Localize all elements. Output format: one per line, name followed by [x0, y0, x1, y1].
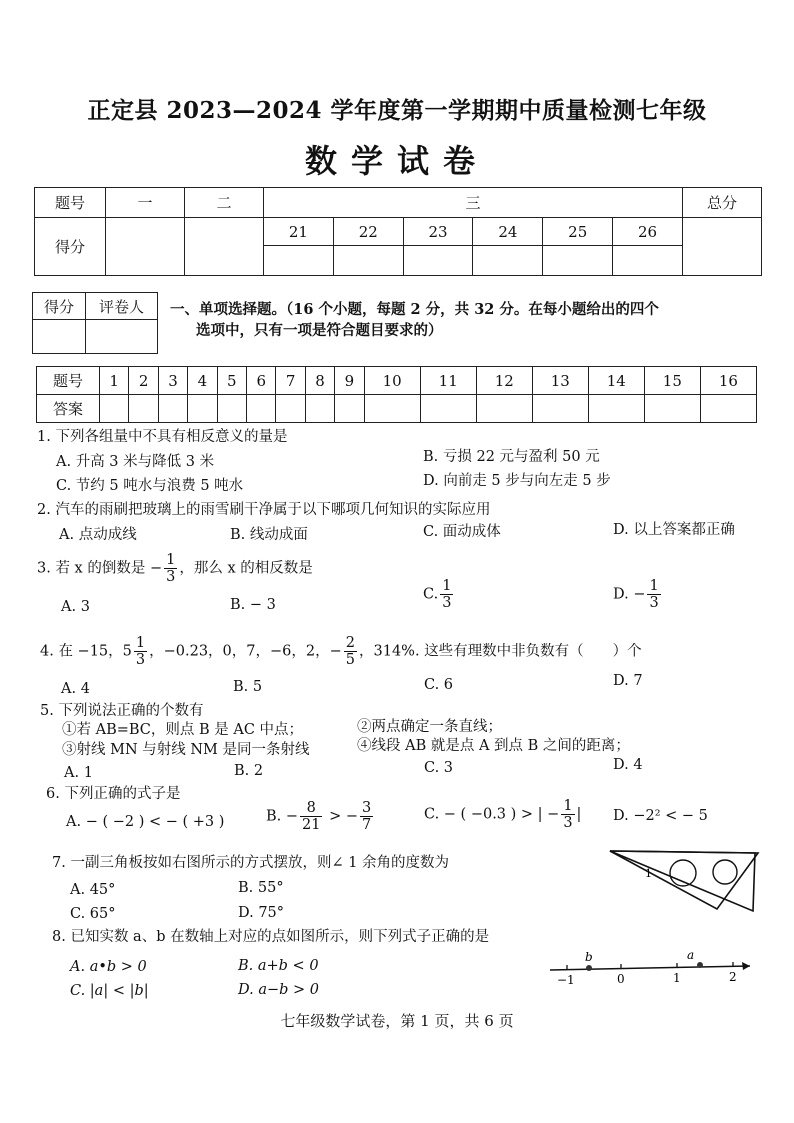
score-cell-total[interactable]: [683, 218, 762, 276]
score-sub: 25: [543, 218, 613, 246]
answer-cell[interactable]: [532, 395, 588, 423]
q5-statement-4: ④线段 AB 就是点 A 到点 B 之间的距离；: [357, 738, 630, 754]
number-line-figure: [545, 948, 760, 988]
q3-option-a: A. 3: [61, 599, 90, 615]
answer-cell[interactable]: [305, 395, 334, 423]
answer-cell[interactable]: [276, 395, 305, 423]
score-sub: 23: [403, 218, 473, 246]
grader-score-label: 得分: [33, 293, 86, 320]
grader-name-cell[interactable]: [86, 320, 158, 354]
q5-stem: 5. 下列说法正确的个数有: [40, 703, 204, 719]
answer-number: 14: [588, 367, 644, 395]
q5-option-a: A. 1: [64, 765, 93, 781]
q1-option-c: C. 节约 5 吨水与浪费 5 吨水: [56, 478, 244, 494]
answer-number: 13: [532, 367, 588, 395]
answer-number: 8: [305, 367, 334, 395]
q4-stem: 4. 在 −15，5 $\frac{1}{3}$ ，−0.23，0，7，−6，2，− $\frac{2}{5}$ ，314%. 这些有理数中非负数有（ ）个: [40, 635, 642, 668]
q5-option-c: C. 3: [424, 760, 454, 776]
answer-cell[interactable]: [420, 395, 476, 423]
answer-cell[interactable]: [217, 395, 246, 423]
answer-number: 16: [700, 367, 756, 395]
answer-number: 4: [188, 367, 217, 395]
q5-option-b: B. 2: [234, 763, 264, 779]
grader-name-label: 评卷人: [86, 293, 158, 320]
angle-1-label: 1: [645, 867, 652, 880]
answer-cell[interactable]: [476, 395, 532, 423]
answer-cell[interactable]: [700, 395, 756, 423]
answer-number: 5: [217, 367, 246, 395]
q5-statement-3: ③射线 MN 与射线 NM 是同一条射线: [62, 742, 310, 758]
q8-option-d: D. a−b > 0: [238, 982, 319, 998]
answer-table: [36, 366, 757, 423]
q7-option-b: B. 55°: [238, 880, 284, 896]
score-total: 总分: [683, 188, 762, 218]
triangle-ruler-figure: [605, 845, 765, 917]
q6-option-d: D. −2² < − 5: [613, 808, 708, 824]
score-sub: 21: [264, 218, 334, 246]
answer-number: 6: [247, 367, 276, 395]
answer-number: 15: [644, 367, 700, 395]
q1-option-a: A. 升高 3 米与降低 3 米: [56, 454, 215, 470]
q8-option-a: A. a•b > 0: [70, 959, 147, 975]
answer-number: 11: [420, 367, 476, 395]
answer-number: 3: [158, 367, 187, 395]
tick-label: 1: [673, 971, 681, 985]
q6-option-a: A. − ( −2 ) < − ( +3 ): [66, 814, 225, 830]
score-cell[interactable]: [543, 246, 613, 276]
answer-cell[interactable]: [335, 395, 364, 423]
q3-option-c: C. $\frac{1}{3}$: [423, 578, 452, 611]
score-cell[interactable]: [473, 246, 543, 276]
score-cell[interactable]: [333, 246, 403, 276]
answer-cell[interactable]: [644, 395, 700, 423]
q7-stem: 7. 一副三角板按如右图所示的方式摆放，则∠ 1 余角的度数为: [52, 855, 450, 871]
section1-heading: 一、单项选择题。（16 个小题，每题 2 分，共 32 分。在每小题给出的四个: [170, 301, 659, 318]
answer-number: 1: [100, 367, 129, 395]
q4-option-b: B. 5: [233, 679, 263, 695]
score-table: [34, 187, 762, 276]
answer-number: 10: [364, 367, 420, 395]
q8-option-c: C. |a| < |b|: [70, 983, 149, 999]
tick-label: −1: [557, 973, 575, 987]
score-row-label: 题号: [35, 188, 106, 218]
q6-stem: 6. 下列正确的式子是: [46, 786, 181, 802]
q6-option-b: B. − $\frac{8}{21}$ > − $\frac{3}{7}$: [266, 800, 372, 833]
q4-option-a: A. 4: [61, 681, 90, 697]
answer-cell[interactable]: [188, 395, 217, 423]
answer-cell[interactable]: [588, 395, 644, 423]
answer-cell[interactable]: [158, 395, 187, 423]
score-cell[interactable]: [264, 246, 334, 276]
score-cell-part2[interactable]: [185, 218, 264, 276]
page-footer: 七年级数学试卷，第 1 页，共 6 页: [280, 1012, 514, 1030]
q8-option-b: B. a+b < 0: [238, 958, 319, 974]
q4-option-d: D. 7: [613, 673, 643, 689]
tick-label: 0: [617, 972, 625, 986]
section1-heading-2: 选项中，只有一项是符合题目要求的）: [196, 322, 443, 339]
score-cell-part1[interactable]: [106, 218, 185, 276]
q2-option-b: B. 线动成面: [230, 527, 308, 543]
answer-cell[interactable]: [247, 395, 276, 423]
q5-option-d: D. 4: [613, 757, 643, 773]
exam-subtitle: 数学试卷: [304, 142, 489, 180]
q3-stem-b: ，那么 x 的相反数是: [179, 560, 313, 577]
q8-stem: 8. 已知实数 a、b 在数轴上对应的点如图所示，则下列式子正确的是: [52, 929, 490, 945]
answer-cell[interactable]: [129, 395, 158, 423]
q2-stem: 2. 汽车的雨刷把玻璃上的雨雪刷干净属于以下哪项几何知识的实际应用: [37, 502, 491, 518]
answer-number: 2: [129, 367, 158, 395]
answer-number-label: 题号: [37, 367, 100, 395]
score-cell[interactable]: [403, 246, 473, 276]
point-a-label: a: [687, 948, 695, 962]
score-sub: 26: [613, 218, 683, 246]
q3-option-d: D. − $\frac{1}{3}$: [613, 578, 659, 611]
answer-number: 9: [335, 367, 364, 395]
score-sub: 22: [333, 218, 403, 246]
q3-stem: [37, 552, 313, 585]
q5-statement-1: ①若 AB=BC，则点 B 是 AC 中点；: [62, 722, 304, 738]
score-part3: 三: [264, 188, 683, 218]
score-sub: 24: [473, 218, 543, 246]
q5-statement-2: ②两点确定一条直线；: [357, 719, 502, 735]
score-part1: 一: [106, 188, 185, 218]
tick-label: 2: [729, 970, 737, 984]
q3-stem-a: 3. 若 x 的倒数是 −: [37, 560, 163, 577]
q7-option-d: D. 75°: [238, 905, 285, 921]
grader-score-cell[interactable]: [33, 320, 86, 354]
grader-box: [32, 292, 158, 354]
q1-option-b: B. 亏损 22 元与盈利 50 元: [423, 449, 600, 465]
q4-option-c: C. 6: [424, 677, 454, 693]
q2-option-d: D. 以上答案都正确: [613, 522, 735, 538]
score-row2-label: 得分: [35, 218, 106, 276]
q7-option-c: C. 65°: [70, 906, 116, 922]
answer-cell[interactable]: [100, 395, 129, 423]
score-cell[interactable]: [613, 246, 683, 276]
q3-fraction: $\frac{1}{3}$: [166, 552, 176, 585]
q6-option-c: C. − ( −0.3 ) > | − $\frac{1}{3}$ |: [424, 798, 582, 831]
point-b-label: b: [585, 950, 593, 964]
answer-number: 12: [476, 367, 532, 395]
answer-label: 答案: [37, 395, 100, 423]
answer-number: 7: [276, 367, 305, 395]
q7-option-a: A. 45°: [70, 882, 116, 898]
q2-option-a: A. 点动成线: [59, 527, 137, 543]
exam-title: 正定县 2023—2024 学年度第一学期期中质量检测七年级: [87, 97, 707, 124]
answer-cell[interactable]: [364, 395, 420, 423]
q3-option-b: B. − 3: [230, 597, 276, 613]
q1-stem: 1. 下列各组量中不具有相反意义的量是: [37, 429, 288, 445]
score-part2: 二: [185, 188, 264, 218]
q1-option-d: D. 向前走 5 步与向左走 5 步: [423, 473, 611, 489]
q2-option-c: C. 面动成体: [423, 524, 501, 540]
